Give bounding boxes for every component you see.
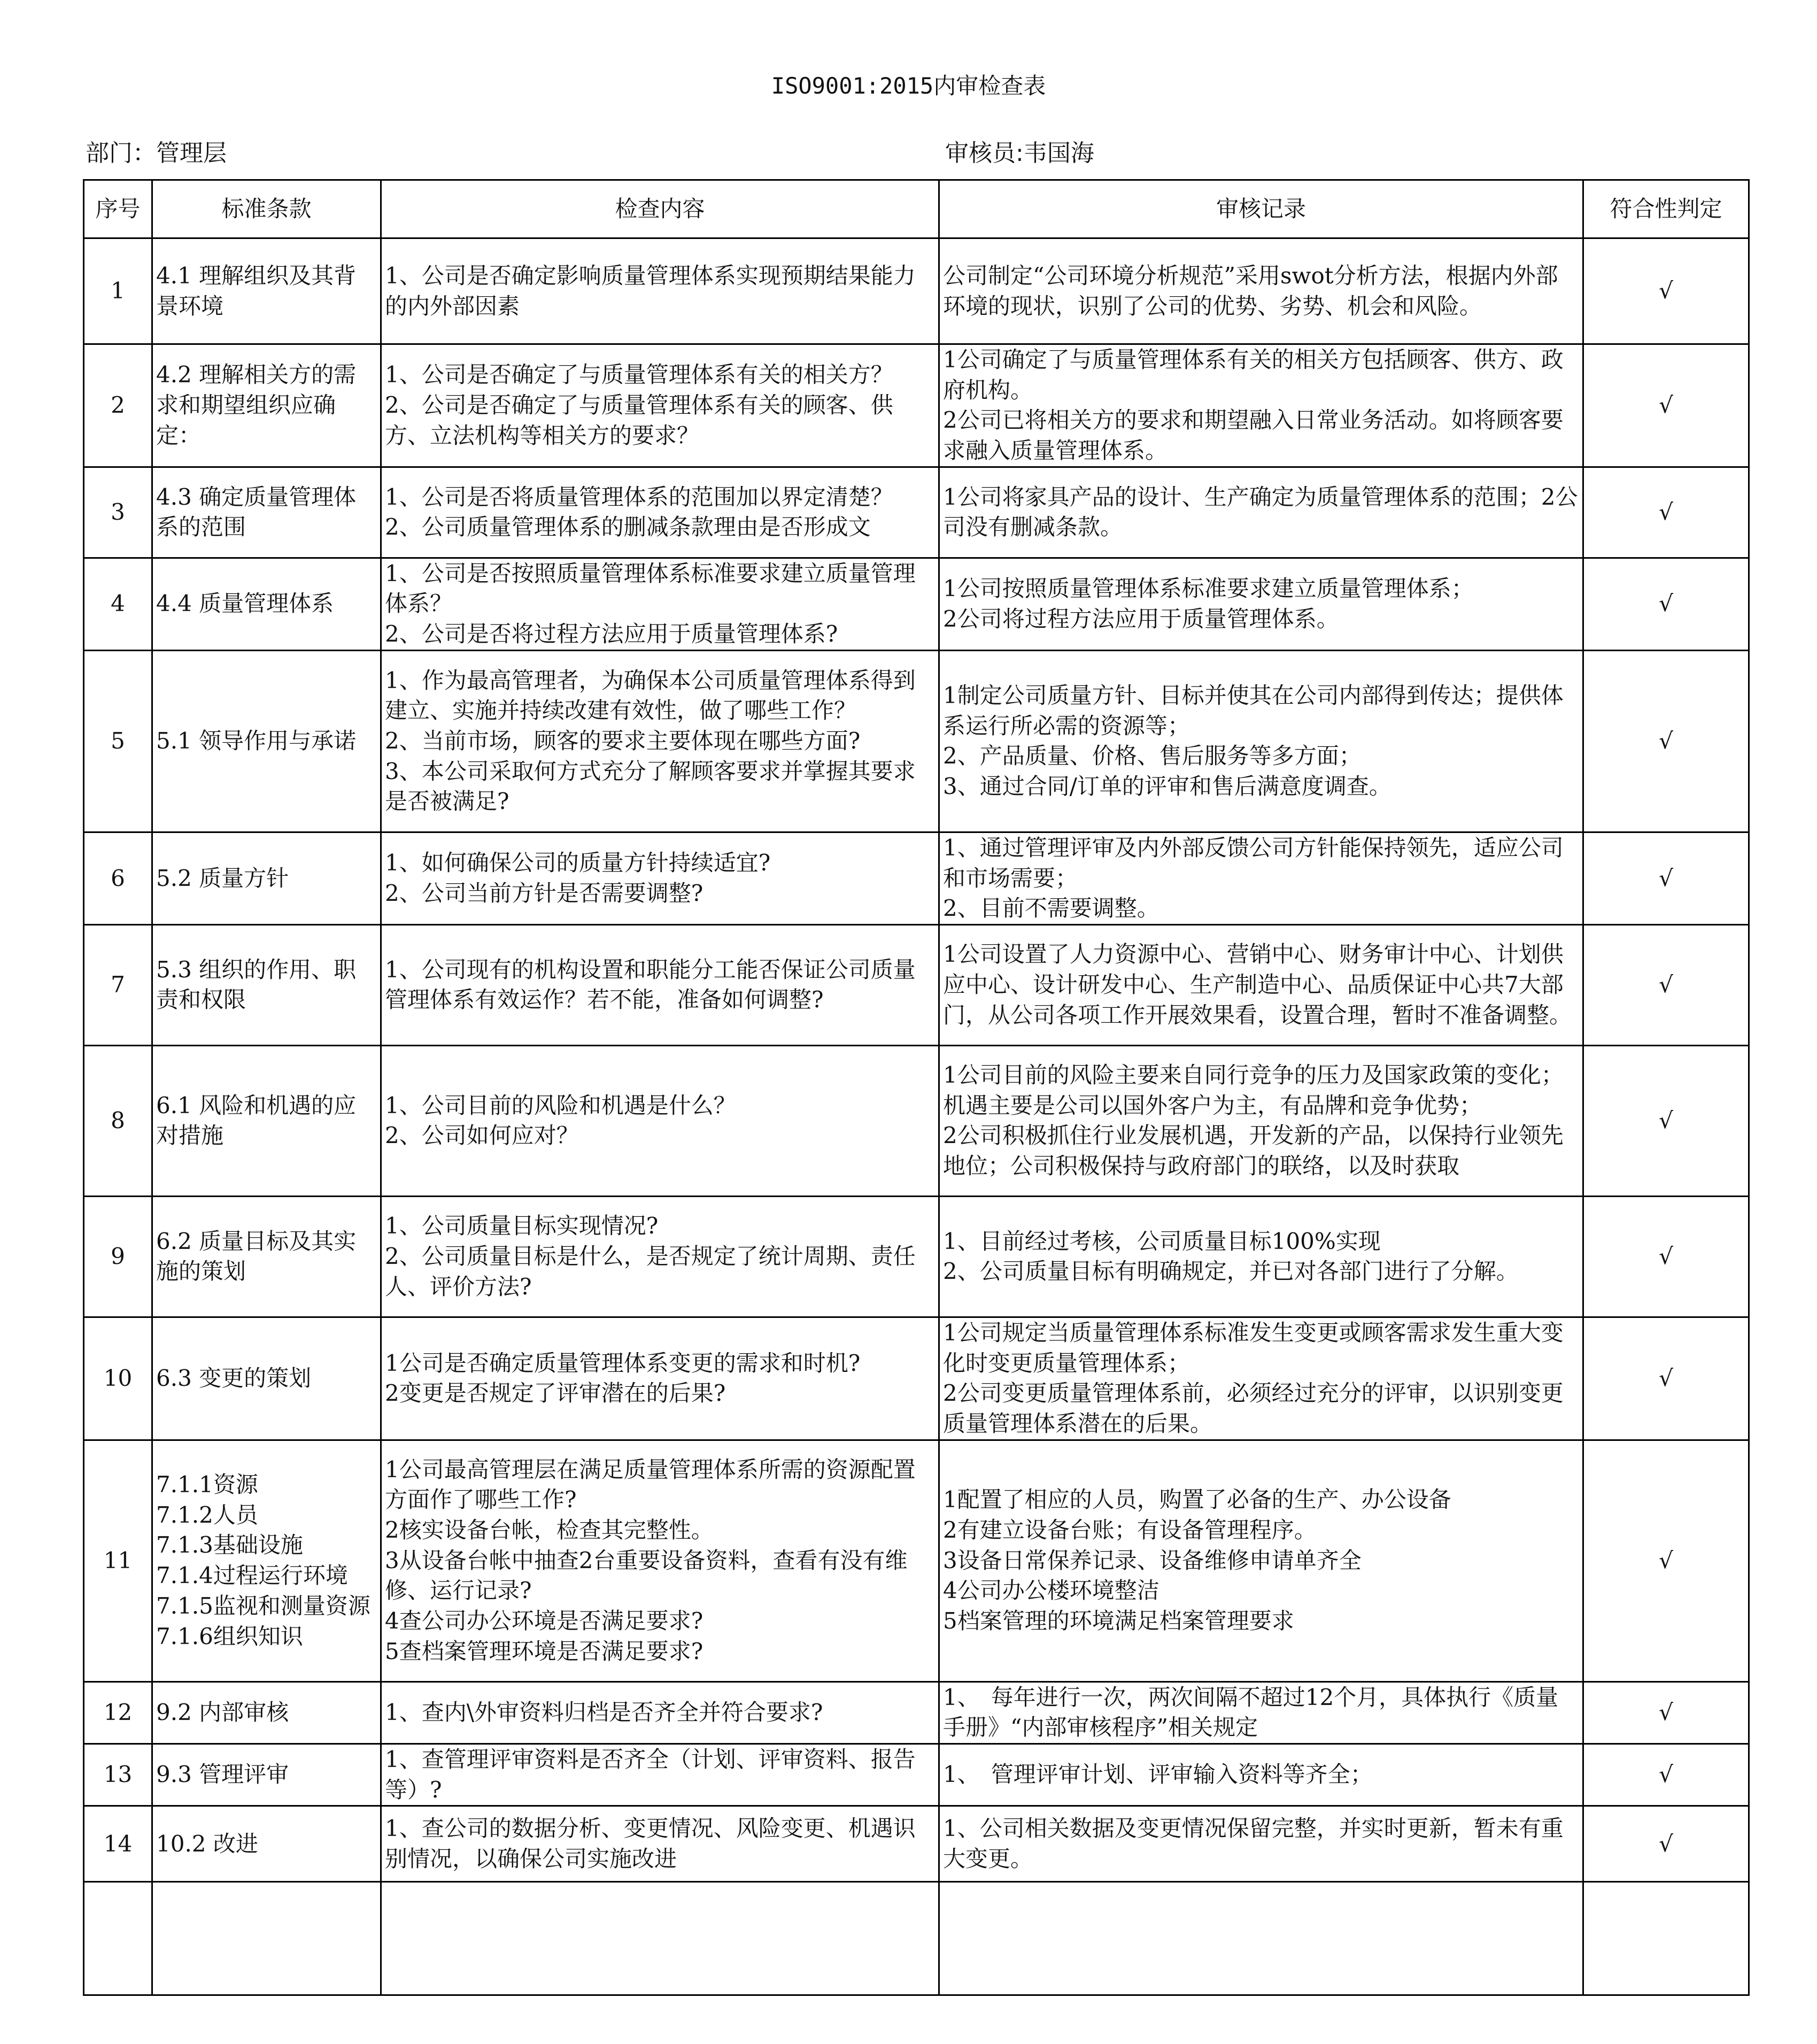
row-clause: 6.2 质量目标及其实施的策划 — [152, 1196, 381, 1317]
empty-cell — [1583, 1882, 1749, 1995]
row-record: 1公司设置了人力资源中心、营销中心、财务审计中心、计划供应中心、设计研发中心、生产制造中心、品质保证中心共7大部门，从公司各项工作开展效果看，设置合理，暂时不准备调整。 — [939, 924, 1583, 1045]
table-row — [84, 832, 1749, 924]
row-judgement: √ — [1583, 650, 1749, 832]
empty-cell — [152, 1882, 381, 1995]
row-record: 1公司将家具产品的设计、生产确定为质量管理体系的范围；2公司没有删减条款。 — [939, 467, 1583, 558]
row-no: 9 — [84, 1196, 152, 1317]
header-judgement: 符合性判定 — [1583, 180, 1749, 238]
row-no: 12 — [84, 1682, 152, 1744]
row-no: 10 — [84, 1317, 152, 1440]
row-judgement: √ — [1583, 1045, 1749, 1196]
table-row — [84, 1440, 1749, 1682]
table-row — [84, 1045, 1749, 1196]
row-clause: 5.1 领导作用与承诺 — [152, 650, 381, 832]
row-record: 1制定公司质量方针、目标并使其在公司内部得到传达；提供体系运行所必需的资源等； 2、产品质量、价格、售后服务等多方面； 3、通过合同/订单的评审和售后满意度调查。 — [939, 650, 1583, 832]
row-no: 14 — [84, 1806, 152, 1882]
row-no: 3 — [84, 467, 152, 558]
row-clause: 4.3 确定质量管理体系的范围 — [152, 467, 381, 558]
row-judgement: √ — [1583, 1806, 1749, 1882]
row-no: 4 — [84, 558, 152, 650]
row-record: 1、 管理评审计划、评审输入资料等齐全； — [939, 1744, 1583, 1806]
row-content: 1、公司质量目标实现情况? 2、公司质量目标是什么，是否规定了统计周期、责任人、评价方法? — [381, 1196, 939, 1317]
row-no: 6 — [84, 832, 152, 924]
row-judgement: √ — [1583, 344, 1749, 467]
row-record: 1、通过管理评审及内外部反馈公司方针能保持领先，适应公司和市场需要； 2、目前不需要调整。 — [939, 832, 1583, 924]
row-record: 公司制定“公司环境分析规范”采用swot分析方法，根据内外部环境的现状，识别了公司的优势、劣势、机会和风险。 — [939, 238, 1583, 344]
row-content: 1公司是否确定质量管理体系变更的需求和时机? 2变更是否规定了评审潜在的后果? — [381, 1317, 939, 1440]
table-row — [84, 344, 1749, 467]
row-clause: 4.2 理解相关方的需求和期望组织应确定： — [152, 344, 381, 467]
table-row — [84, 467, 1749, 558]
row-record: 1、 每年进行一次，两次间隔不超过12个月，具体执行《质量手册》“内部审核程序”相关规定 — [939, 1682, 1583, 1744]
row-content: 1、作为最高管理者，为确保本公司质量管理体系得到建立、实施并持续改建有效性，做了哪些工作？ 2、当前市场，顾客的要求主要体现在哪些方面? 3、本公司采取何方式充分了解顾客要求并掌握其要求是否被满足? — [381, 650, 939, 832]
row-record: 1公司规定当质量管理体系标准发生变更或顾客需求发生重大变化时变更质量管理体系； 2公司变更质量管理体系前，必须经过充分的评审，以识别变更质量管理体系潜在的后果。 — [939, 1317, 1583, 1440]
row-judgement: √ — [1583, 1744, 1749, 1806]
header-content: 检查内容 — [381, 180, 939, 238]
row-judgement: √ — [1583, 467, 1749, 558]
row-content: 1、如何确保公司的质量方针持续适宜? 2、公司当前方针是否需要调整? — [381, 832, 939, 924]
empty-cell — [939, 1882, 1583, 1995]
row-judgement: √ — [1583, 1317, 1749, 1440]
department-label: 部门：管理层 — [86, 140, 227, 167]
row-no: 7 — [84, 924, 152, 1045]
table-row — [84, 1196, 1749, 1317]
row-clause: 7.1.1资源 7.1.2人员 7.1.3基础设施 7.1.4过程运行环境 7.1.5监视和测量资源 7.1.6组织知识 — [152, 1440, 381, 1682]
table-row-empty — [84, 1882, 1749, 1995]
row-judgement: √ — [1583, 1440, 1749, 1682]
row-content: 1、查内\外审资料归档是否齐全并符合要求? — [381, 1682, 939, 1744]
empty-cell — [381, 1882, 939, 1995]
row-clause: 10.2 改进 — [152, 1806, 381, 1882]
row-judgement: √ — [1583, 1196, 1749, 1317]
row-no: 13 — [84, 1744, 152, 1806]
row-judgement: √ — [1583, 558, 1749, 650]
audit-checklist-table — [83, 179, 1750, 1996]
row-record: 1、公司相关数据及变更情况保留完整，并实时更新，暂未有重大变更。 — [939, 1806, 1583, 1882]
auditor-label: 审核员:韦国海 — [945, 140, 1094, 167]
row-clause: 5.2 质量方针 — [152, 832, 381, 924]
row-record: 1配置了相应的人员，购置了必备的生产、办公设备 2有建立设备台账；有设备管理程序。 3设备日常保养记录、设备维修申请单齐全 4公司办公楼环境整洁 5档案管理的环境满足档案管理要求 — [939, 1440, 1583, 1682]
row-clause: 4.4 质量管理体系 — [152, 558, 381, 650]
header-clause: 标准条款 — [152, 180, 381, 238]
table-row — [84, 1744, 1749, 1806]
table-row — [84, 1806, 1749, 1882]
row-content: 1、查公司的数据分析、变更情况、风险变更、机遇识别情况，以确保公司实施改进 — [381, 1806, 939, 1882]
row-record: 1公司确定了与质量管理体系有关的相关方包括顾客、供方、政府机构。 2公司已将相关方的要求和期望融入日常业务活动。如将顾客要求融入质量管理体系。 — [939, 344, 1583, 467]
row-content: 1、公司是否确定影响质量管理体系实现预期结果能力的内外部因素 — [381, 238, 939, 344]
row-content: 1公司最高管理层在满足质量管理体系所需的资源配置方面作了哪些工作? 2核实设备台帐，检查其完整性。 3从设备台帐中抽查2台重要设备资料，查看有没有维修、运行记录? 4查公司办公环境是否满足要求? 5查档案管理环境是否满足要求? — [381, 1440, 939, 1682]
row-content: 1、公司是否将质量管理体系的范围加以界定清楚？ 2、公司质量管理体系的删减条款理由是否形成文 — [381, 467, 939, 558]
row-judgement: √ — [1583, 832, 1749, 924]
row-no: 2 — [84, 344, 152, 467]
row-no: 11 — [84, 1440, 152, 1682]
row-clause: 6.1 风险和机遇的应对措施 — [152, 1045, 381, 1196]
row-content: 1、公司是否确定了与质量管理体系有关的相关方？ 2、公司是否确定了与质量管理体系有关的顾客、供方、立法机构等相关方的要求？ — [381, 344, 939, 467]
row-judgement: √ — [1583, 924, 1749, 1045]
row-content: 1、公司是否按照质量管理体系标准要求建立质量管理体系？ 2、公司是否将过程方法应用于质量管理体系? — [381, 558, 939, 650]
row-clause: 9.3 管理评审 — [152, 1744, 381, 1806]
row-no: 1 — [84, 238, 152, 344]
table-row — [84, 238, 1749, 344]
table-row — [84, 924, 1749, 1045]
row-no: 5 — [84, 650, 152, 832]
row-clause: 9.2 内部审核 — [152, 1682, 381, 1744]
row-judgement: √ — [1583, 1682, 1749, 1744]
empty-cell — [84, 1882, 152, 1995]
row-record: 1公司目前的风险主要来自同行竞争的压力及国家政策的变化；机遇主要是公司以国外客户为主，有品牌和竞争优势； 2公司积极抓住行业发展机遇，开发新的产品，以保持行业领先地位；公司积极保持与政府部门的联络，以及时获取 — [939, 1045, 1583, 1196]
sheet-title: ISO9001:2015内审检查表 — [771, 73, 1046, 99]
table-row — [84, 650, 1749, 832]
table-row — [84, 1682, 1749, 1744]
table-row — [84, 558, 1749, 650]
row-content: 1、公司目前的风险和机遇是什么？ 2、公司如何应对？ — [381, 1045, 939, 1196]
row-no: 8 — [84, 1045, 152, 1196]
row-judgement: √ — [1583, 238, 1749, 344]
row-record: 1公司按照质量管理体系标准要求建立质量管理体系； 2公司将过程方法应用于质量管理体系。 — [939, 558, 1583, 650]
header-no: 序号 — [84, 180, 152, 238]
row-clause: 6.3 变更的策划 — [152, 1317, 381, 1440]
row-record: 1、目前经过考核，公司质量目标100%实现 2、公司质量目标有明确规定，并已对各部门进行了分解。 — [939, 1196, 1583, 1317]
row-clause: 5.3 组织的作用、职责和权限 — [152, 924, 381, 1045]
table-row — [84, 1317, 1749, 1440]
row-content: 1、查管理评审资料是否齐全（计划、评审资料、报告等）? — [381, 1744, 939, 1806]
row-clause: 4.1 理解组织及其背景环境 — [152, 238, 381, 344]
row-content: 1、公司现有的机构设置和职能分工能否保证公司质量管理体系有效运作？若不能，准备如何调整? — [381, 924, 939, 1045]
header-record: 审核记录 — [939, 180, 1583, 238]
header-row — [84, 180, 1749, 238]
